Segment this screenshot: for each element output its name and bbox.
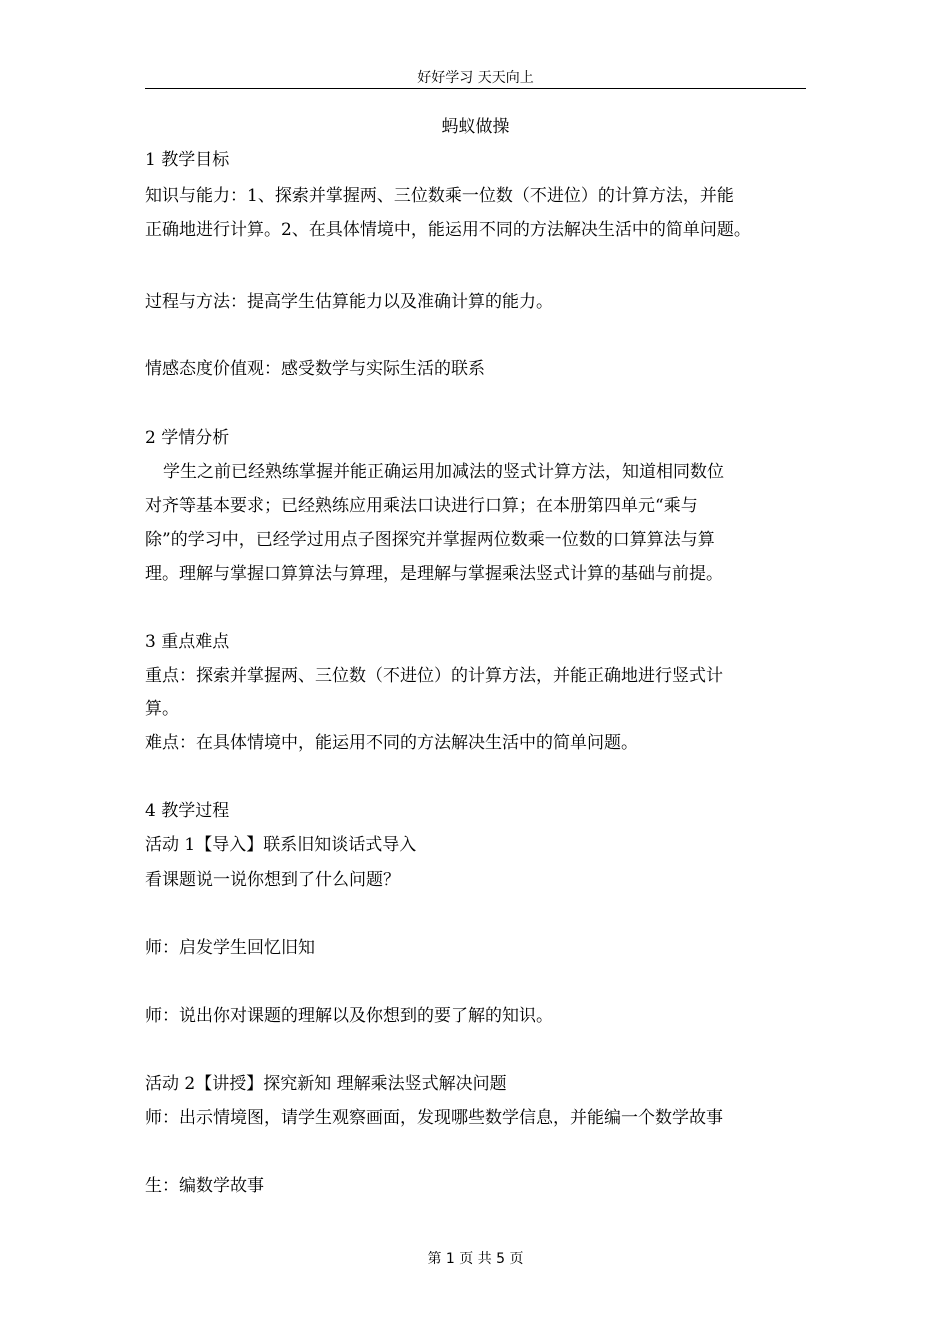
section-heading-objectives: 1 教学目标 (145, 150, 230, 170)
page-footer (145, 1249, 806, 1269)
activity-1-heading: 活动 1【导入】联系旧知谈话式导入 (145, 835, 417, 855)
paragraph-difficulty: 难点：在具体情境中，能运用不同的方法解决生活中的简单问题。 (145, 733, 638, 753)
paragraph-analysis-line-1: 学生之前已经熟练掌握并能正确运用加减法的竖式计算方法，知道相同数位 (163, 462, 724, 482)
page-number: 第 1 页 共 5 页 (427, 1251, 524, 1267)
paragraph-knowledge-line-2: 正确地进行计算。2、在具体情境中，能运用不同的方法解决生活中的简单问题。 (145, 220, 751, 240)
section-heading-key-points: 3 重点难点 (145, 632, 230, 652)
activity-1-question: 看课题说一说你想到了什么问题？ (145, 870, 400, 890)
header-text: 好好学习 天天向上 (417, 70, 534, 86)
paragraph-analysis-line-3: 除”的学习中，已经学过用点子图探究并掌握两位数乘一位数的口算算法与算 (145, 530, 715, 550)
paragraph-analysis-line-4: 理。理解与掌握口算算法与算理，是理解与掌握乘法竖式计算的基础与前提。 (145, 564, 723, 584)
activity-2-heading: 活动 2【讲授】探究新知 理解乘法竖式解决问题 (145, 1074, 507, 1094)
paragraph-analysis-line-2: 对齐等基本要求；已经熟练应用乘法口诀进行口算；在本册第四单元“乘与 (145, 496, 698, 516)
section-heading-analysis: 2 学情分析 (145, 428, 230, 448)
paragraph-key-point-line-2: 算。 (145, 699, 179, 719)
student-line-1: 生：编数学故事 (145, 1176, 264, 1196)
section-heading-process: 4 教学过程 (145, 801, 230, 821)
teacher-line-2: 师：说出你对课题的理解以及你想到的要了解的知识。 (145, 1006, 553, 1026)
document-title: 蚂蚁做操 (441, 117, 510, 137)
teacher-line-1: 师：启发学生回忆旧知 (145, 938, 315, 958)
teacher-line-3: 师：出示情境图，请学生观察画面，发现哪些数学信息，并能编一个数学故事 (145, 1108, 723, 1128)
paragraph-values: 情感态度价值观：感受数学与实际生活的联系 (145, 359, 485, 379)
paragraph-process-method: 过程与方法：提高学生估算能力以及准确计算的能力。 (145, 292, 553, 312)
paragraph-knowledge-line-1: 知识与能力：1、探索并掌握两、三位数乘一位数（不进位）的计算方法，并能 (145, 186, 734, 206)
paragraph-key-point-line-1: 重点：探索并掌握两、三位数（不进位）的计算方法，并能正确地进行竖式计 (145, 666, 723, 686)
page-header (145, 68, 806, 89)
